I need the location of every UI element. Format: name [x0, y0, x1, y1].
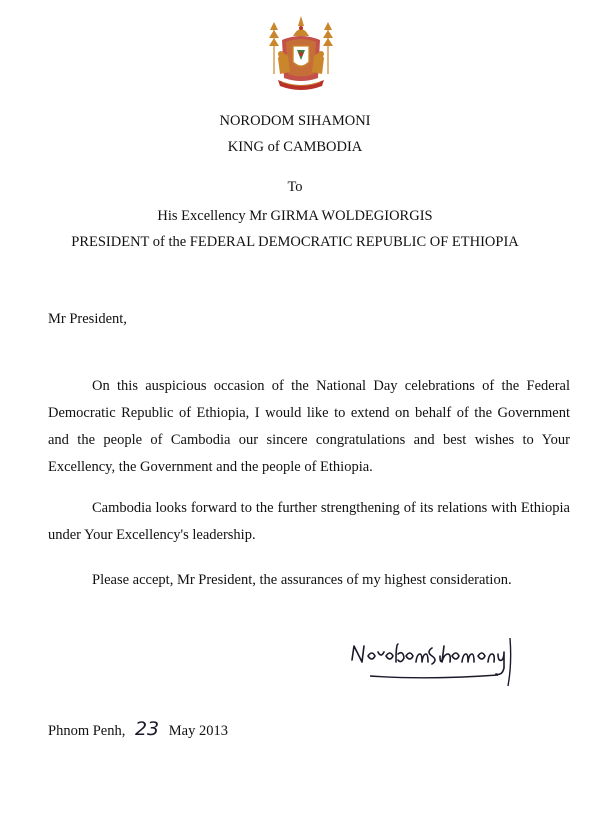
handwritten-day: 23: [134, 718, 160, 740]
sender-title: KING of CAMBODIA: [227, 139, 363, 155]
recipient-title: PRESIDENT of the FEDERAL DEMOCRATIC REPUBLIC OF ETHIOPIA: [71, 234, 519, 250]
body-paragraph-1: On this auspicious occasion of the National Day celebrations of the Federal Democratic Republic of Ethiopia, I would like to extend on behalf of the Government and the people of Cambodia our sincere congratulations and best wishes to Your Excellency, the Government and the people of Ethiopia.: [48, 378, 570, 475]
sender-name: NORODOM SIHAMONI: [219, 113, 371, 129]
signature-image: [348, 634, 518, 690]
body-paragraph-3: Please accept, Mr President, the assurances of my highest consideration.: [92, 572, 512, 588]
month-year: May 2013: [168, 723, 228, 739]
place-and-date: [48, 718, 228, 742]
to-label: To: [287, 179, 303, 195]
place: Phnom Penh,: [48, 723, 126, 739]
salutation: Mr President,: [48, 311, 127, 327]
recipient-name: His Excellency Mr GIRMA WOLDEGIORGIS: [157, 208, 433, 224]
royal-coat-of-arms-icon: [268, 14, 334, 96]
body-paragraph-2: Cambodia looks forward to the further strengthening of its relations with Ethiopia under Your Excellency's leadership.: [48, 500, 570, 543]
